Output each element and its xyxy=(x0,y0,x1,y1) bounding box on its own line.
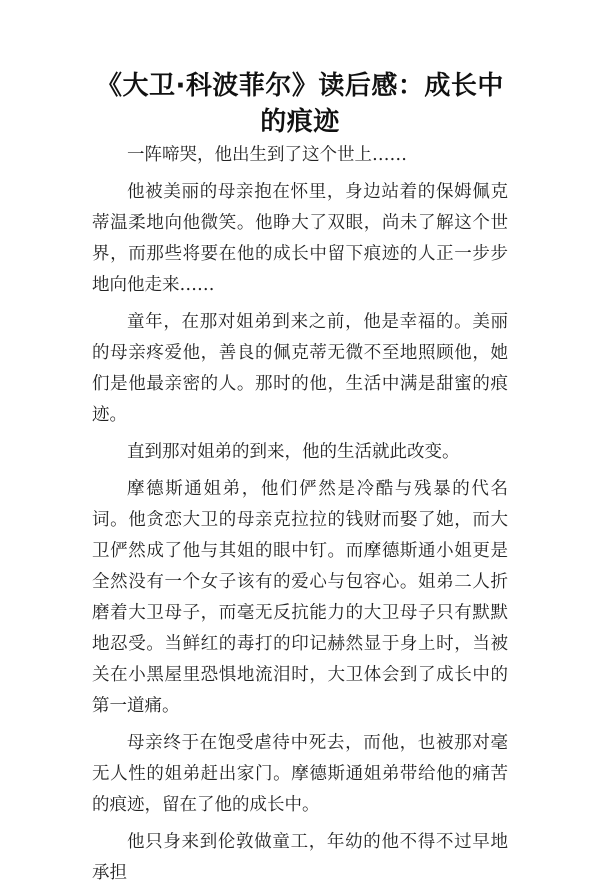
paragraph: 他只身来到伦敦做童工，年幼的他不得不过早地承担 xyxy=(92,832,508,883)
document-body xyxy=(92,140,508,889)
paragraph: 他被美丽的母亲抱在怀里，身边站着的保姆佩克蒂温柔地向他微笑。他睁大了双眼，尚未了解这个世界，而那些将要在他的成长中留下痕迹的人正一步步地向他走来…… xyxy=(92,182,508,295)
paragraph: 直到那对姐弟的到来，他的生活就此改变。 xyxy=(127,442,460,462)
paragraph: 母亲终于在饱受虐待中死去，而他，也被那对毫无人性的姐弟赶出家门。摩德斯通姐弟带给他的痛苦的痕迹，留在了他的成长中。 xyxy=(92,733,508,815)
paragraph: 摩德斯通姐弟，他们俨然是冷酷与残暴的代名词。他贪恋大卫的母亲克拉拉的钱财而娶了她，而大卫俨然成了他与其姐的眼中钉。而摩德斯通小姐更是全然没有一个女子该有的爱心与包容心。姐弟二人折磨着大卫母子，而毫无反抗能力的大卫母子只有默默地忍受。当鲜红的毒打的印记赫然显于身上时，当被关在小黑屋里恐惧地流泪时，大卫体会到了成长中的第一道痛。 xyxy=(92,479,508,716)
document-title: 《大卫·科波菲尔》读后感：成长中的痕迹 xyxy=(96,71,504,137)
paragraph: 童年，在那对姐弟到来之前，他是幸福的。美丽的母亲疼爱他，善良的佩克蒂无微不至地照顾他，她们是他最亲密的人。那时的他，生活中满是甜蜜的痕迹。 xyxy=(92,312,508,425)
paragraph: 一阵啼哭，他出生到了这个世上…… xyxy=(127,145,407,165)
